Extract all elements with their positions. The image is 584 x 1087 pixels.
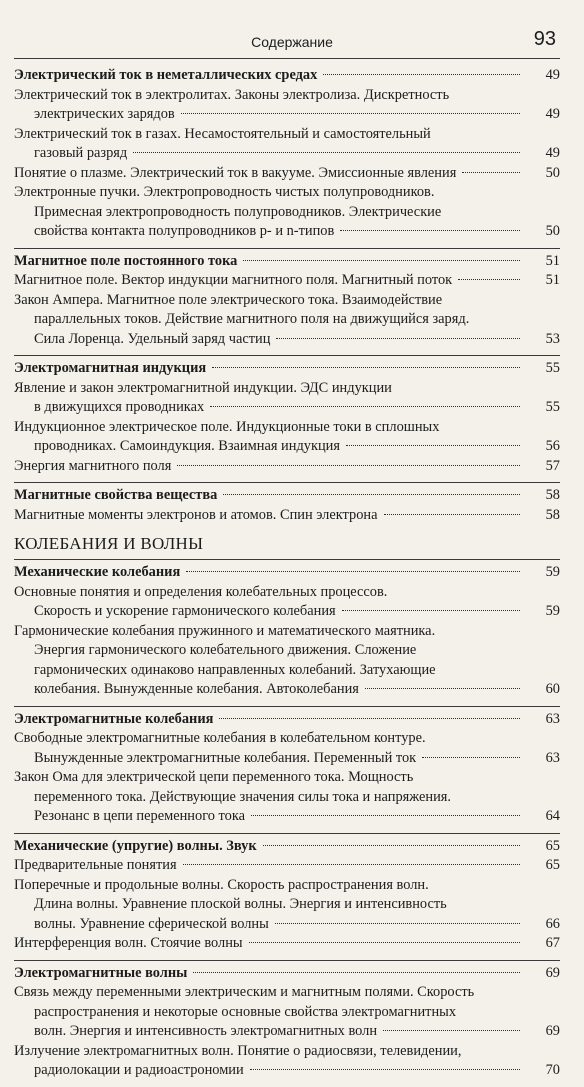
toc-entry-line: [14, 164, 560, 184]
dot-leader: [186, 571, 520, 572]
toc-page-number: 50: [545, 164, 560, 181]
toc-entry-line: [14, 486, 560, 506]
toc-entry[interactable]: [14, 291, 560, 350]
page-header: [0, 24, 584, 64]
toc-entry-text: Индукционное электрическое поле. Индукционные токи в сплошных: [14, 418, 440, 435]
toc-entry[interactable]: [14, 583, 560, 622]
toc-entry-text: Механические колебания: [14, 564, 181, 580]
toc-entry-text: параллельных токов. Действие магнитного поля на движущийся заряд.: [34, 311, 470, 327]
toc-entry[interactable]: [14, 1042, 560, 1081]
toc-entry-text: Электромагнитная индукция: [14, 360, 207, 376]
toc-entry-line: [14, 252, 560, 272]
toc-entry-line: [14, 563, 560, 583]
toc-page-number: 66: [545, 915, 560, 932]
toc-entry-line: [14, 222, 560, 242]
toc-page-number: 59: [545, 603, 560, 619]
toc-entry-line: [14, 768, 560, 788]
toc-entry-line: [14, 915, 560, 935]
toc-page-number: 58: [545, 506, 560, 523]
toc-page-number: 70: [545, 1062, 560, 1078]
toc-section: [14, 559, 560, 700]
toc-entry-text: Понятие о плазме. Электрический ток в вакууме. Эмиссионные явления: [14, 164, 457, 181]
toc-entry-line: [14, 661, 560, 681]
toc-entry-line: [14, 1022, 560, 1042]
toc-page-number: 64: [545, 808, 560, 824]
toc-page-number: 56: [545, 438, 560, 454]
toc-entry-text: Энергия гармонического колебательного движения. Сложение: [34, 642, 417, 658]
toc-entry-text: Гармонические колебания пружинного и математического маятника.: [14, 622, 436, 639]
toc-entry-line: [14, 291, 560, 311]
toc-entry-text: колебания. Вынужденные колебания. Автоколебания: [34, 681, 359, 697]
toc-entry-line: [14, 310, 560, 330]
toc-entry[interactable]: [14, 457, 560, 477]
dot-leader: [323, 74, 520, 75]
dot-leader: [275, 923, 520, 924]
toc-entry-line: [14, 66, 560, 86]
toc-page-number: 49: [545, 67, 560, 83]
toc-entry-line: [14, 856, 560, 876]
dot-leader: [340, 230, 520, 231]
toc-entry-text: радиолокации и радиоастрономии: [34, 1062, 244, 1078]
toc-entry-text: Свободные электромагнитные колебания в колебательном контуре.: [14, 730, 426, 746]
page-number: 93: [533, 28, 556, 50]
dot-leader: [263, 845, 520, 846]
toc-entry-line: [14, 105, 560, 125]
dot-leader: [219, 718, 520, 719]
toc-entry[interactable]: [14, 768, 560, 827]
toc-entry-line: [14, 144, 560, 164]
toc-page-number: 63: [545, 710, 560, 727]
toc-page-number: 58: [545, 487, 560, 503]
toc-entry[interactable]: [14, 379, 560, 418]
toc-entry-text: волны. Уравнение сферической волны: [34, 915, 269, 932]
toc-entry-text: свойства контакта полупроводников p- и n-типов: [34, 223, 335, 239]
toc-section-heading[interactable]: [14, 563, 560, 583]
dot-leader: [133, 152, 520, 153]
toc-page-number: 67: [545, 935, 560, 951]
toc-entry-line: [14, 418, 560, 438]
toc-page-number: 63: [545, 749, 560, 766]
toc-entry-line: [14, 437, 560, 457]
toc-entry-text: газовый разряд: [34, 145, 128, 161]
dot-leader: [181, 113, 520, 114]
toc-page-number: 55: [545, 360, 560, 376]
part-heading: КОЛЕБАНИЯ И ВОЛНЫ: [14, 534, 204, 553]
toc-entry-text: Скорость и ускорение гармонического колебания: [34, 603, 336, 619]
toc-section: [14, 960, 560, 1081]
toc-entry-line: [14, 934, 560, 954]
toc-section-heading[interactable]: [14, 252, 560, 272]
toc-entry-text: Электромагнитные волны: [14, 964, 188, 981]
toc-entry-text: Длина волны. Уравнение плоской волны. Энергия и интенсивность: [34, 896, 447, 912]
toc-entry-line: [14, 359, 560, 379]
toc-entry-text: Предварительные понятия: [14, 857, 177, 873]
toc-entry-text: Закон Ампера. Магнитное поле электрического тока. Взаимодействие: [14, 291, 443, 308]
toc-entry-text: Магнитные моменты электронов и атомов. Спин электрона: [14, 506, 378, 523]
dot-leader: [223, 494, 520, 495]
toc-entry-line: [14, 125, 560, 145]
toc-entry-line: [14, 622, 560, 642]
dot-leader: [183, 864, 520, 865]
toc-page-number: 55: [545, 399, 560, 415]
toc-section: [14, 833, 560, 954]
toc-entry[interactable]: [14, 418, 560, 457]
dot-leader: [342, 610, 520, 611]
toc-page-number: 49: [545, 106, 560, 122]
toc-entry-line: [14, 749, 560, 769]
toc-entry[interactable]: [14, 86, 560, 125]
toc-section: [14, 248, 560, 350]
toc-entry-line: [14, 1003, 560, 1023]
toc-entry[interactable]: [14, 622, 560, 700]
dot-leader: [346, 445, 520, 446]
dot-leader: [193, 972, 520, 973]
toc-entry-text: Магнитное поле. Вектор индукции магнитного поля. Магнитный поток: [14, 272, 453, 288]
toc-entry-text: Связь между переменными электрическим и магнитным полями. Скорость: [14, 984, 475, 1000]
toc-entry-line: [14, 788, 560, 808]
toc-entry[interactable]: [14, 271, 560, 291]
toc-entry[interactable]: [14, 183, 560, 242]
toc-page-number: 69: [545, 1023, 560, 1039]
toc-entry-text: Магнитные свойства вещества: [14, 487, 218, 503]
toc-section-heading[interactable]: [14, 359, 560, 379]
toc-entry-text: Механические (упругие) волны. Звук: [14, 837, 257, 854]
dot-leader: [251, 815, 520, 816]
toc-page-number: 49: [545, 145, 560, 161]
toc-entry-text: Вынужденные электромагнитные колебания. Переменный ток: [34, 749, 417, 766]
toc-entry-text: Магнитное поле постоянного тока: [14, 252, 238, 269]
toc-entry[interactable]: [14, 876, 560, 935]
toc-entry-text: гармонических одинаково направленных колебаний. Затухающие: [34, 661, 436, 678]
toc-entry-text: Явление и закон электромагнитной индукции. ЭДС индукции: [14, 379, 392, 396]
toc-entry-line: [14, 1061, 560, 1081]
toc-entry-line: [14, 379, 560, 399]
running-title: Содержание: [251, 34, 333, 50]
toc-entry-text: Основные понятия и определения колебательных процессов.: [14, 583, 388, 600]
toc-entry-line: [14, 983, 560, 1003]
dot-leader: [212, 367, 520, 368]
toc-entry-text: Электромагнитные колебания: [14, 710, 214, 727]
toc-entry-line: [14, 457, 560, 477]
toc-entry-text: Электрический ток в газах. Несамостоятельный и самостоятельный: [14, 125, 431, 142]
toc-entry-text: Закон Ома для электрической цепи переменного тока. Мощность: [14, 769, 414, 785]
toc-section: [14, 66, 560, 242]
toc-page-number: 57: [545, 457, 560, 474]
toc-entry[interactable]: [14, 856, 560, 876]
dot-leader: [250, 1069, 520, 1070]
toc-entry-line: [14, 583, 560, 603]
dot-leader: [210, 406, 520, 407]
toc-entry-line: [14, 602, 560, 622]
toc-entry-text: Сила Лоренца. Удельный заряд частиц: [34, 330, 271, 347]
toc-page-number: 53: [545, 330, 560, 347]
toc-entry[interactable]: [14, 506, 560, 526]
dot-leader: [384, 514, 521, 515]
dot-leader: [458, 279, 520, 280]
toc-entry[interactable]: [14, 164, 560, 184]
toc-entry-line: [14, 807, 560, 827]
toc-entry-text: в движущихся проводниках: [34, 399, 205, 415]
toc-entry-text: Электрический ток в неметаллических средах: [14, 67, 318, 83]
table-of-contents: [14, 66, 560, 1087]
toc-entry-text: волн. Энергия и интенсивность электромагнитных волн: [34, 1023, 378, 1039]
toc-entry-text: Электрический ток в электролитах. Законы электролиза. Дискретность: [14, 86, 450, 103]
toc-entry-line: [14, 641, 560, 661]
toc-entry-line: [14, 964, 560, 984]
toc-page-number: 59: [545, 564, 560, 580]
dot-leader: [462, 172, 520, 173]
toc-entry-text: Излучение электромагнитных волн. Понятие о радиосвязи, телевидении,: [14, 1042, 462, 1059]
toc-section-heading[interactable]: [14, 710, 560, 730]
toc-entry-text: Энергия магнитного поля: [14, 457, 172, 474]
toc-page-number: 69: [545, 964, 560, 981]
toc-entry-line: [14, 895, 560, 915]
toc-entry-line: [14, 330, 560, 350]
toc-page-number: 65: [545, 857, 560, 873]
dot-leader: [365, 688, 520, 689]
toc-entry-line: [14, 203, 560, 223]
toc-entry-text: распространения и некоторые основные свойства электромагнитных: [34, 1003, 457, 1020]
toc-section: [14, 355, 560, 476]
toc-entry-text: проводниках. Самоиндукция. Взаимная индукция: [34, 438, 340, 454]
toc-entry-text: Интерференция волн. Стоячие волны: [14, 935, 243, 951]
toc-entry-line: [14, 506, 560, 526]
toc-page-number: 51: [545, 272, 560, 288]
toc-entry-line: [14, 271, 560, 291]
toc-entry-line: [14, 398, 560, 418]
dot-leader: [276, 338, 520, 339]
dot-leader: [383, 1030, 520, 1031]
toc-page-number: 51: [545, 252, 560, 269]
dot-leader: [249, 942, 520, 943]
toc-section-heading[interactable]: [14, 66, 560, 86]
toc-entry-line: [14, 680, 560, 700]
toc-entry[interactable]: [14, 983, 560, 1042]
toc-entry-text: Примесная электропроводность полупроводников. Электрические: [34, 203, 442, 220]
toc-section-heading[interactable]: [14, 486, 560, 506]
toc-page-number: 65: [545, 837, 560, 854]
toc-entry-line: [14, 876, 560, 896]
toc-entry-text: Электронные пучки. Электропроводность чистых полупроводников.: [14, 184, 435, 200]
toc-entry-text: Поперечные и продольные волны. Скорость распространения волн.: [14, 876, 429, 893]
toc-section-heading[interactable]: [14, 837, 560, 857]
dot-leader: [422, 757, 520, 758]
toc-section: [14, 482, 560, 525]
toc-entry-text: переменного тока. Действующие значения силы тока и напряжения.: [34, 788, 452, 805]
toc-entry-line: [14, 1042, 560, 1062]
toc-page-number: 60: [545, 681, 560, 697]
toc-entry-line: [14, 86, 560, 106]
toc-entry-text: Резонанс в цепи переменного тока: [34, 808, 245, 824]
toc-page-number: 50: [545, 223, 560, 239]
toc-entry-text: электрических зарядов: [34, 106, 175, 122]
toc-entry-line: [14, 183, 560, 203]
toc-entry-line: [14, 729, 560, 749]
toc-entry-line: [14, 837, 560, 857]
dot-leader: [177, 465, 520, 466]
dot-leader: [243, 260, 520, 261]
toc-section-heading[interactable]: [14, 964, 560, 984]
toc-section: [14, 706, 560, 827]
toc-entry[interactable]: [14, 934, 560, 954]
toc-entry[interactable]: [14, 729, 560, 768]
toc-entry[interactable]: [14, 125, 560, 164]
header-rule: [14, 58, 560, 59]
toc-entry-line: [14, 710, 560, 730]
